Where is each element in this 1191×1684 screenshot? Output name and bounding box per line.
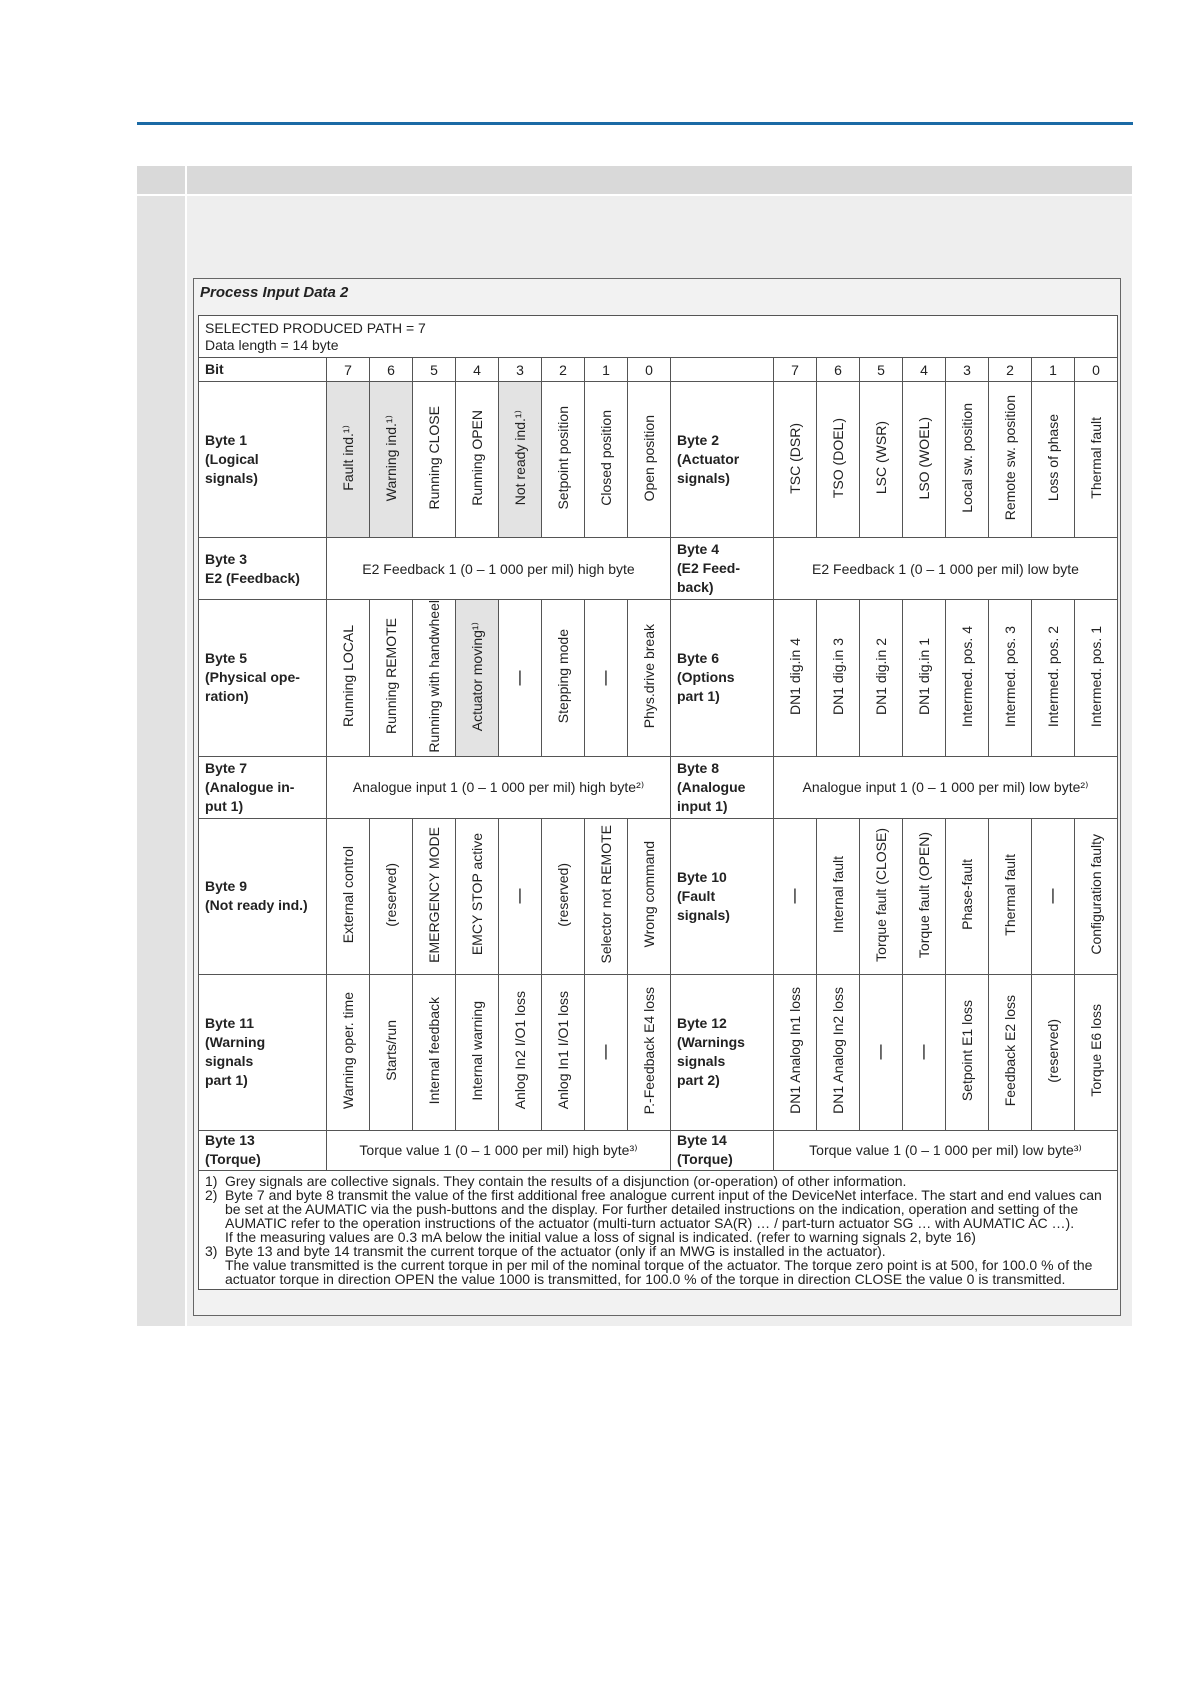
signal-cell: [499, 382, 542, 538]
signal-cell: [370, 818, 413, 974]
signal-label: Local sw. position: [959, 403, 975, 513]
byte-label-line: signals): [205, 470, 258, 486]
signal-cell: [946, 600, 989, 757]
signal-cell: [585, 600, 628, 757]
signal-cell: [628, 600, 671, 757]
byte-label-line: Byte 12: [677, 1015, 727, 1032]
signal-cell: [413, 382, 456, 538]
byte-row: [199, 538, 1118, 600]
byte-label-left: [199, 1130, 327, 1170]
produced-path: SELECTED PRODUCED PATH = 7: [205, 319, 426, 336]
signal-label: Intermed. pos. 2: [1045, 625, 1061, 727]
signal-label: Running REMOTE: [383, 618, 399, 735]
dash-mark: |: [517, 668, 523, 686]
signal-label: Warning ind.¹⁾: [383, 414, 399, 502]
signal-label: DN1 dig.in 3: [830, 637, 846, 715]
signal-cell: [817, 974, 860, 1130]
signal-label: Intermed. pos. 1: [1088, 625, 1104, 727]
signal-label: Thermal fault: [1088, 417, 1104, 499]
signal-cell: [903, 974, 946, 1130]
signal-cell: [413, 600, 456, 757]
bit-number: 5: [860, 358, 903, 382]
bit-number: 1: [585, 358, 628, 382]
signal-label: Open position: [641, 414, 657, 502]
span-value-right: Torque value 1 (0 – 1 000 per mil) low byte³⁾: [774, 1130, 1118, 1170]
signal-label: DN1 Analog In2 loss: [830, 987, 846, 1114]
dash-mark: |: [603, 668, 609, 686]
byte-label-right: [671, 756, 774, 818]
bit-number: 7: [327, 358, 370, 382]
signal-label: Running CLOSE: [426, 406, 442, 510]
signal-label: DN1 dig.in 1: [916, 637, 932, 715]
byte-label-line: Byte 1: [205, 432, 248, 448]
signal-cell: [456, 974, 499, 1130]
bit-row: [199, 358, 1118, 382]
signal-cell: [817, 818, 860, 974]
signal-cell: [903, 600, 946, 757]
signal-label: Remote sw. position: [1002, 395, 1018, 521]
signal-label: Starts/run: [383, 1020, 399, 1081]
byte-label-right: [671, 974, 774, 1130]
process-input-data-table: [198, 315, 1118, 1290]
signal-label: Fault ind.¹⁾: [340, 425, 356, 491]
byte-label-line: Byte 14: [677, 1132, 727, 1149]
signal-label: (reserved): [555, 862, 571, 927]
signal-cell: [370, 382, 413, 538]
signal-label: Closed position: [598, 410, 614, 506]
byte-label-left: [199, 382, 327, 538]
byte-label-line: (Actuator: [677, 451, 740, 467]
signal-cell: [542, 382, 585, 538]
signal-cell: [456, 382, 499, 538]
signal-label: LSC (WSR): [873, 421, 889, 495]
signal-cell: [327, 600, 370, 757]
bit-label: Bit: [199, 358, 327, 382]
signal-label: Feedback E2 loss: [1002, 994, 1018, 1107]
byte-label-left: [199, 756, 327, 818]
signal-label: Warning oper. time: [340, 992, 356, 1110]
byte-label-left: [199, 538, 327, 600]
bit-number: 0: [1075, 358, 1118, 382]
signal-cell: [499, 974, 542, 1130]
footnote-line: If the measuring values are 0.3 mA below the initial value a loss of signal is indicated. (refer to warning signals 2, byte 16): [225, 1228, 976, 1245]
signal-cell: [1032, 818, 1075, 974]
header-rule: [137, 122, 1133, 125]
signal-cell: [370, 974, 413, 1130]
byte-label-left: [199, 600, 327, 757]
byte-label-line: Byte 2: [677, 432, 720, 448]
signal-cell: [327, 818, 370, 974]
footnote-number: 1): [205, 1172, 218, 1189]
signal-label: EMERGENCY MODE: [426, 826, 442, 963]
byte-row: [199, 382, 1118, 538]
byte-label-line: (Not ready ind.): [205, 897, 308, 914]
byte-label-right: [671, 1130, 774, 1170]
dash-mark: |: [921, 1043, 927, 1061]
signal-cell: [1032, 600, 1075, 757]
signal-label: Selector not REMOTE: [598, 825, 614, 964]
signal-cell: [989, 382, 1032, 538]
signal-cell: [456, 600, 499, 757]
byte-label-right: [671, 600, 774, 757]
signal-label: (reserved): [1045, 1018, 1061, 1083]
bit-number: 2: [542, 358, 585, 382]
signal-cell: [628, 818, 671, 974]
byte-label-line: Byte 8: [677, 759, 720, 776]
left-column-band: [137, 196, 185, 1326]
signal-label: DN1 Analog In1 loss: [787, 987, 803, 1114]
signal-label: Anlog In2 I/O1 loss: [512, 991, 528, 1110]
signal-label: Running LOCAL: [340, 625, 356, 728]
byte-label-line: back): [677, 579, 714, 595]
signal-cell: [1032, 974, 1075, 1130]
footnote-number: 2): [205, 1186, 218, 1203]
bit-number: 4: [903, 358, 946, 382]
dash-mark: |: [878, 1043, 884, 1061]
signal-cell: [1075, 974, 1118, 1130]
span-value-right: Analogue input 1 (0 – 1 000 per mil) low byte²⁾: [774, 756, 1118, 818]
signal-cell: [413, 974, 456, 1130]
byte-label-line: Byte 10: [677, 868, 727, 885]
signal-cell: [370, 600, 413, 757]
signal-cell: [1075, 382, 1118, 538]
signal-cell: [774, 600, 817, 757]
signal-cell: [817, 600, 860, 757]
byte-label-line: put 1): [205, 797, 244, 814]
signal-label: Setpoint E1 loss: [959, 999, 975, 1102]
signal-cell: [499, 818, 542, 974]
signal-cell: [628, 382, 671, 538]
byte-label-line: (Fault: [677, 887, 716, 904]
byte-label-right: [671, 818, 774, 974]
dash-mark: |: [792, 887, 798, 905]
bit-number: 3: [499, 358, 542, 382]
signal-cell: [860, 600, 903, 757]
signal-label: DN1 dig.in 2: [873, 637, 889, 715]
signal-cell: [1032, 382, 1075, 538]
bit-number: 0: [628, 358, 671, 382]
span-value-left: E2 Feedback 1 (0 – 1 000 per mil) high byte: [327, 538, 671, 600]
signal-label: Setpoint position: [555, 406, 571, 510]
signal-label: External control: [340, 845, 356, 944]
signal-label: Running with handwheel: [426, 600, 442, 753]
bit-number: 2: [989, 358, 1032, 382]
byte-label-line: (Analogue: [677, 778, 746, 795]
byte-label-line: Byte 7: [205, 759, 248, 776]
bit-number: 5: [413, 358, 456, 382]
byte-label-line: Byte 11: [205, 1015, 255, 1032]
byte-label-line: (Torque): [205, 1151, 261, 1168]
dash-mark: |: [1050, 887, 1056, 905]
signal-cell: [542, 600, 585, 757]
signal-cell: [774, 974, 817, 1130]
signal-cell: [542, 818, 585, 974]
signal-cell: [817, 382, 860, 538]
byte-label-line: (E2 Feed-: [677, 560, 741, 576]
byte-label-line: Byte 9: [205, 878, 248, 895]
dash-mark: |: [517, 887, 523, 905]
signal-label: EMCY STOP active: [469, 833, 485, 956]
signal-label: Phase-fault: [959, 859, 975, 930]
byte-label-line: Byte 3: [205, 550, 248, 567]
signal-label: Internal warning: [469, 1000, 485, 1101]
signal-label: Intermed. pos. 4: [959, 625, 975, 727]
signal-cell: [860, 974, 903, 1130]
footnote: [205, 1188, 1111, 1244]
span-value-left: Torque value 1 (0 – 1 000 per mil) high byte³⁾: [327, 1130, 671, 1170]
byte-row: [199, 600, 1118, 757]
signal-cell: [774, 818, 817, 974]
footnotes: [199, 1170, 1118, 1289]
signal-label: TSC (DSR): [787, 422, 803, 494]
signal-label: Wrong command: [641, 841, 657, 948]
signal-label: Anlog In1 I/O1 loss: [555, 991, 571, 1110]
byte-label-left: [199, 974, 327, 1130]
byte-label-line: signals: [205, 1053, 254, 1070]
signal-cell: [989, 974, 1032, 1130]
signal-label: Torque E6 loss: [1088, 1004, 1104, 1097]
signal-label: Not ready ind.¹⁾: [512, 410, 528, 506]
signal-label: Torque fault (OPEN): [916, 831, 932, 958]
signal-cell: [774, 382, 817, 538]
byte-label-line: part 2): [677, 1072, 720, 1089]
dash-mark: |: [603, 1043, 609, 1061]
byte-label-line: ration): [205, 688, 249, 705]
footnote-line: The value transmitted is the current torque in per mil of the nominal torque of the actuator. The torque zero point is at 500, for 100.0 % of the actuator torque in direction OPEN the value 1000 is transmitted, for 100.0 % of the torque in direction CLOSE the value 0 is transmitted.: [225, 1256, 1093, 1287]
bit-number: 6: [370, 358, 413, 382]
footnote: [205, 1244, 1111, 1286]
signal-cell: [499, 600, 542, 757]
byte-label-left: [199, 818, 327, 974]
signal-label: P.-Feedback E4 loss: [641, 986, 657, 1115]
footnote-line: Grey signals are collective signals. They contain the results of a disjunction (or-operation) of other information.: [225, 1172, 907, 1189]
signal-label: Stepping mode: [555, 629, 571, 724]
signal-cell: [946, 974, 989, 1130]
signal-label: Phys.drive break: [641, 624, 657, 729]
signal-cell: [903, 382, 946, 538]
signal-cell: [585, 382, 628, 538]
byte-row: [199, 974, 1118, 1130]
signal-cell: [989, 818, 1032, 974]
footnote-text: [225, 1174, 906, 1188]
byte-label-line: signals): [677, 906, 730, 923]
bit-number: 6: [817, 358, 860, 382]
byte-row: [199, 1130, 1118, 1170]
bit-number: 4: [456, 358, 499, 382]
byte-label-line: signals): [677, 470, 730, 486]
bit-number: 1: [1032, 358, 1075, 382]
signal-cell: [327, 974, 370, 1130]
signal-label: (reserved): [383, 862, 399, 927]
signal-cell: [1075, 818, 1118, 974]
table-title: Process Input Data 2: [200, 284, 349, 301]
byte-label-line: (Physical ope-: [205, 669, 300, 686]
signal-label: Internal feedback: [426, 996, 442, 1105]
bit-number: 3: [946, 358, 989, 382]
byte-label-line: (Options: [677, 669, 735, 686]
footnote-line: Byte 7 and byte 8 transmit the value of the first additional free analogue current input of the DeviceNet interface. The start and end values can be set at the AUMATIC via the push-buttons and the display. For further detailed instructions on the indication, operation and setting of the AUMATIC refer to the operation instructions of the actuator (multi-turn actuator SA(R) … / part-turn actuator SG … with AUMATIC AC …).: [225, 1186, 1102, 1231]
table-body: [199, 316, 1118, 1290]
header-band-left: [137, 166, 185, 194]
footnote: [205, 1174, 1111, 1188]
signal-cell: [413, 818, 456, 974]
signal-cell: [860, 818, 903, 974]
signal-cell: [946, 818, 989, 974]
byte-label-right: [671, 538, 774, 600]
bit-spacer: [671, 358, 774, 382]
signal-cell: [456, 818, 499, 974]
byte-label-right: [671, 382, 774, 538]
header-row: [199, 316, 1118, 358]
byte-label-line: Byte 6: [677, 650, 720, 667]
signal-cell: [903, 818, 946, 974]
byte-row: [199, 818, 1118, 974]
header-band-right: [187, 166, 1132, 194]
byte-label-line: (Logical: [205, 451, 259, 467]
signal-label: Configuration faulty: [1088, 834, 1104, 955]
byte-label-line: signals: [677, 1053, 726, 1070]
signal-cell: [585, 974, 628, 1130]
byte-label-line: (Warning: [205, 1034, 266, 1051]
signal-label: Loss of phase: [1045, 414, 1061, 502]
signal-cell: [628, 974, 671, 1130]
byte-label-line: (Torque): [677, 1151, 733, 1168]
signal-cell: [946, 382, 989, 538]
byte-label-line: Byte 5: [205, 650, 248, 667]
signal-label: Thermal fault: [1002, 853, 1018, 936]
signal-label: Running OPEN: [469, 410, 485, 506]
signal-label: DN1 dig.in 4: [787, 637, 803, 715]
byte-label-line: (Analogue in-: [205, 778, 295, 795]
data-length: Data length = 14 byte: [205, 336, 339, 353]
footnote-number: 3): [205, 1242, 218, 1259]
path-header: [199, 316, 1118, 358]
signal-cell: [585, 818, 628, 974]
footnote-line: Byte 13 and byte 14 transmit the current torque of the actuator (only if an MWG is installed in the actuator).: [225, 1242, 886, 1259]
byte-label-line: Byte 4: [677, 541, 720, 557]
signal-cell: [327, 382, 370, 538]
signal-cell: [860, 382, 903, 538]
signal-label: TSO (DOEL): [830, 417, 846, 499]
signal-label: Actuator moving¹⁾: [469, 621, 485, 731]
signal-label: Torque fault (CLOSE): [873, 827, 889, 962]
byte-label-line: input 1): [677, 797, 728, 814]
byte-label-line: part 1): [205, 1072, 248, 1089]
byte-label-line: part 1): [677, 688, 720, 705]
signal-cell: [1075, 600, 1118, 757]
signal-cell: [542, 974, 585, 1130]
footnote-text: [225, 1244, 1111, 1286]
signal-label: Intermed. pos. 3: [1002, 625, 1018, 727]
signal-label: Internal fault: [830, 856, 846, 934]
span-value-left: Analogue input 1 (0 – 1 000 per mil) high byte²⁾: [327, 756, 671, 818]
signal-label: LSO (WOEL): [916, 416, 932, 500]
notes-row: [199, 1170, 1118, 1289]
byte-label-line: Byte 13: [205, 1132, 255, 1149]
footnote-text: [225, 1188, 1111, 1244]
signal-cell: [989, 600, 1032, 757]
bit-number: 7: [774, 358, 817, 382]
byte-label-line: E2 (Feedback): [205, 569, 300, 586]
span-value-right: E2 Feedback 1 (0 – 1 000 per mil) low byte: [774, 538, 1118, 600]
byte-row: [199, 756, 1118, 818]
byte-label-line: (Warnings: [677, 1034, 745, 1051]
